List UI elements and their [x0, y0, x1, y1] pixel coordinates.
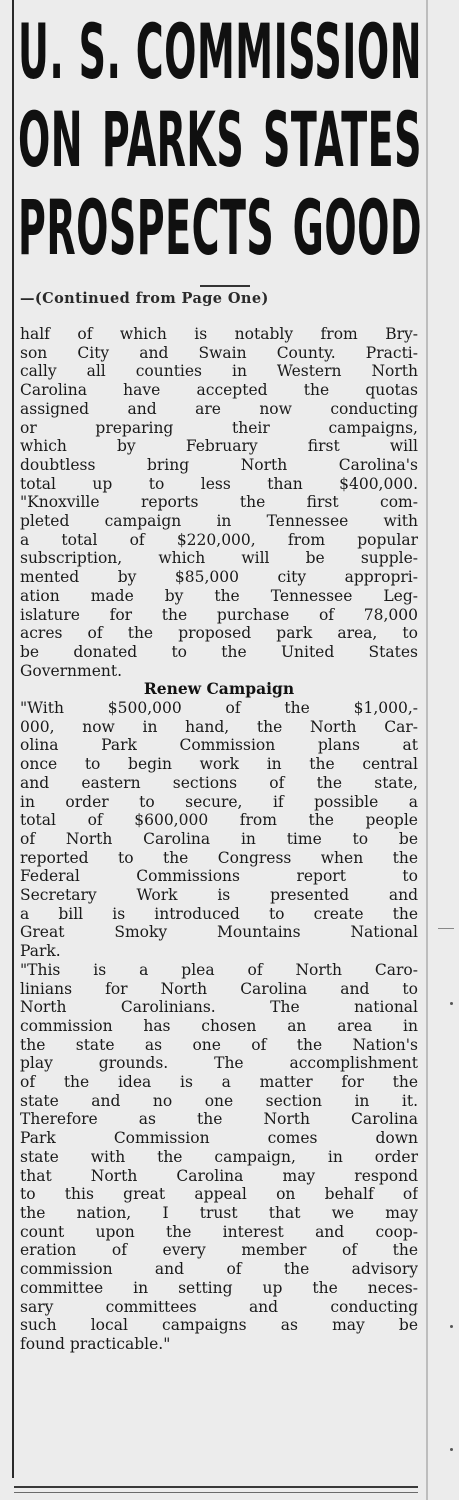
text-line: and eastern sections of the state,	[20, 773, 418, 792]
text-line: which by February first will	[20, 437, 418, 456]
text-line: Park.	[20, 942, 61, 961]
text-line: total up to less than $400,000.	[20, 474, 418, 493]
text-line: linians for North Carolina and to	[20, 979, 418, 998]
text-line: Federal Commissions report to	[20, 867, 418, 886]
text-line: state and no one section in it.	[20, 1091, 418, 1110]
headline	[18, 8, 422, 272]
text-line: Park Commission comes down	[20, 1129, 418, 1148]
text-line: commission has chosen an area in	[20, 1016, 418, 1035]
text-line: assigned and are now conducting	[20, 399, 418, 418]
text-line: pleted campaign in Tennessee with	[20, 512, 418, 531]
text-line: "This is a plea of North Caro-	[20, 960, 418, 979]
text-line: committee in setting up the neces-	[20, 1278, 418, 1297]
text-line: cally all counties in Western North	[20, 362, 418, 381]
text-line: state with the campaign, in order	[20, 1147, 418, 1166]
text-line: doubtless bring North Carolina's	[20, 455, 418, 474]
text-line: mented by $85,000 city appropri-	[20, 568, 418, 587]
text-line: half of which is notably from Bry-	[20, 325, 418, 343]
subhead: Renew Campaign	[143, 679, 295, 699]
text-line: once to begin work in the central	[20, 755, 418, 774]
text-line: a total of $220,000, from popular	[20, 530, 418, 549]
text-line: the nation, I trust that we may	[20, 1203, 418, 1222]
text-line: to this great appeal on behalf of	[20, 1185, 418, 1204]
text-line: in order to secure, if possible a	[20, 792, 418, 811]
bottom-rule	[14, 1486, 418, 1488]
text-line: islature for the purchase of 78,000	[20, 605, 418, 624]
headline-line: ON PARKS STATES	[18, 95, 422, 184]
continued-note: —(Continued from Page One)	[20, 290, 269, 307]
text-line: son City and Swain County. Practi-	[20, 343, 418, 362]
text-line: subscription, which will be supple-	[20, 549, 418, 568]
adjacent-column-dot	[450, 1448, 453, 1451]
text-line: Carolina have accepted the quotas	[20, 381, 418, 400]
text-line: Government.	[20, 661, 123, 680]
adjacent-column-mark	[438, 928, 454, 929]
text-line: or preparing their campaigns,	[20, 418, 418, 437]
headline-divider	[200, 285, 250, 287]
headline-line: PROSPECTS GOOD	[18, 183, 422, 272]
adjacent-column-dot	[450, 1002, 453, 1005]
text-line: such local campaigns as may be	[20, 1316, 418, 1335]
text-line: of the idea is a matter for the	[20, 1073, 418, 1092]
text-line: sary committees and conducting	[20, 1297, 418, 1316]
text-line: 000, now in hand, the North Car-	[20, 717, 418, 736]
text-line: Secretary Work is presented and	[20, 886, 418, 905]
article-body-section-1	[20, 325, 418, 680]
text-line: commission and of the advisory	[20, 1260, 418, 1279]
text-line: Great Smoky Mountains National	[20, 923, 418, 942]
text-line: ation made by the Tennessee Leg-	[20, 586, 418, 605]
headline-line: U. S. COMMISSION	[18, 7, 422, 96]
text-line: be donated to the United States	[20, 642, 418, 661]
bottom-rule-thin	[14, 1492, 418, 1493]
column-rule-right	[426, 0, 428, 1500]
text-line: of North Carolina in time to be	[20, 829, 418, 848]
text-line: the state as one of the Nation's	[20, 1035, 418, 1054]
text-line: found practicable."	[20, 1334, 171, 1353]
text-line: acres of the proposed park area, to	[20, 624, 418, 643]
text-line: play grounds. The accomplishment	[20, 1054, 418, 1073]
column-rule-left	[12, 0, 14, 1478]
text-line: reported to the Congress when the	[20, 848, 418, 867]
text-line: North Carolinians. The national	[20, 998, 418, 1017]
adjacent-column-dot	[450, 1325, 453, 1328]
text-line: total of $600,000 from the people	[20, 811, 418, 830]
text-line: "With $500,000 of the $1,000,-	[20, 699, 418, 717]
text-line: eration of every member of the	[20, 1241, 418, 1260]
text-line: a bill is introduced to create the	[20, 904, 418, 923]
text-line: Therefore as the North Carolina	[20, 1110, 418, 1129]
text-line: "Knoxville reports the first com-	[20, 493, 418, 512]
text-line: olina Park Commission plans at	[20, 736, 418, 755]
article-body-section-2	[20, 699, 418, 1354]
text-line: that North Carolina may respond	[20, 1166, 418, 1185]
text-line: count upon the interest and coop-	[20, 1222, 418, 1241]
